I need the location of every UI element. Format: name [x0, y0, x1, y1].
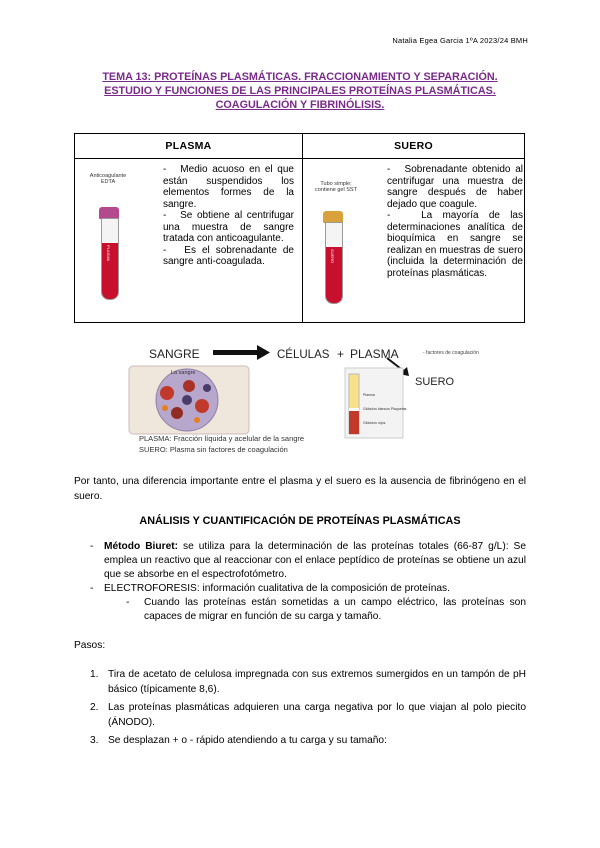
steps-list — [74, 667, 526, 751]
list-item-biuret: - Método Biuret: se utiliza para la determinación de las proteínas totales (66-87 g/L): Se emplea un reactivo que al reaccionar con el enlace peptídico de proteínas se obtiene un azul que se absorbe en el espectrofotómetro. — [90, 541, 526, 580]
page-title — [74, 70, 526, 112]
inset-title: La sangre — [171, 370, 196, 376]
list-item: 1. Tira de acetato de celulosa impregnada con sus extremos sumergidos en un tampón de pH básico (típicamente 8,6). — [90, 669, 526, 695]
plasma-cell — [75, 159, 303, 323]
methods-list — [74, 540, 526, 624]
diagram-celulas: CÉLULAS — [277, 349, 330, 361]
arrow-shaft — [213, 350, 259, 355]
plasma-tube-icon: PLASMA — [101, 218, 119, 300]
header-author: Natalia Egea Garcia 1ºA 2023/24 BMH — [392, 36, 528, 45]
diagram-suero: SUERO — [415, 376, 455, 388]
plasma-tube-label: Anticoagulante EDTA — [89, 173, 127, 185]
diagram-plus: + — [337, 347, 345, 361]
suero-tube-label: Tubo simple; contiene gel SST — [315, 181, 357, 193]
title-line-1: TEMA 13: PROTEÍNAS PLASMÁTICAS. FRACCIONAMIENTO Y SEPARACIÓN. — [102, 71, 498, 83]
pasos-label: Pasos: — [74, 640, 106, 651]
section-title: ANÁLISIS Y CUANTIFICACIÓN DE PROTEÍNAS PLASMÁTICAS — [139, 515, 461, 527]
list-item-electro-sub: - Cuando las proteínas están sometidas a un campo eléctrico, las proteínas son capaces de migrar en función de su carga y tamaño. — [126, 597, 526, 622]
diagram-sangre: SANGRE — [149, 347, 200, 361]
list-item: 3. Se desplazan + o - rápido atendiendo a tu carga y su tamaño: — [90, 735, 387, 746]
suero-header: SUERO — [303, 134, 525, 159]
diagram-caption-1: PLASMA: Fracción líquida y acelular de la sangre — [139, 434, 305, 443]
blood-separation-diagram — [127, 338, 479, 460]
diagram-factores: - factores de coagulación — [423, 350, 479, 356]
title-line-3: COAGULACIÓN Y FIBRINÓLISIS. — [215, 99, 385, 111]
diagram-caption-2: SUERO: Plasma sin factores de coagulación — [139, 445, 288, 454]
plasma-header: PLASMA — [75, 134, 303, 159]
diagram-plasma: PLASMA — [350, 347, 399, 361]
svg-text:Plasma: Plasma — [363, 393, 375, 397]
conclusion-paragraph: Por tanto, una diferencia importante entre el plasma y el suero es la ausencia de fibrinógeno en el suero. — [74, 476, 526, 502]
suero-description: - Sobrenadante obtenido al centrifugar una muestra de sangre después de haber dejado que coagule. - La mayoría de las determinaciones analítica de bioquímica en sangre se realizan en muestras de suero (incluida la determinación de proteínas plasmáticas. — [387, 164, 524, 279]
plasma-suero-table — [74, 133, 525, 323]
plasma-description: - Medio acuoso en el que están suspendidos los elementos formes de la sangre. - Se obtiene al centrifugar una muestra de sangre tratada con anticoagulante. - Es el sobrenadante de sangre anti-coagulada. — [163, 164, 295, 267]
title-line-2: ESTUDIO Y FUNCIONES DE LAS PRINCIPALES PROTEÍNAS PLASMÁTICAS. — [104, 85, 496, 97]
list-item-electroforesis: - ELECTROFORESIS: información cualitativa de la composición de proteínas. — [90, 583, 450, 594]
arrow-right-icon — [257, 345, 270, 360]
svg-text:Glóbulos rojos: Glóbulos rojos — [363, 421, 386, 425]
list-item: 2. Las proteínas plasmáticas adquieren una carga negativa por lo que viajan al polo piecito (ÁNODO). — [90, 702, 526, 728]
svg-text:Glóbulos blancos Plaquetas: Glóbulos blancos Plaquetas — [363, 407, 407, 411]
diagram-svg — [127, 338, 479, 460]
suero-tube-icon: SUERO — [325, 222, 343, 304]
suero-cell — [303, 159, 525, 323]
